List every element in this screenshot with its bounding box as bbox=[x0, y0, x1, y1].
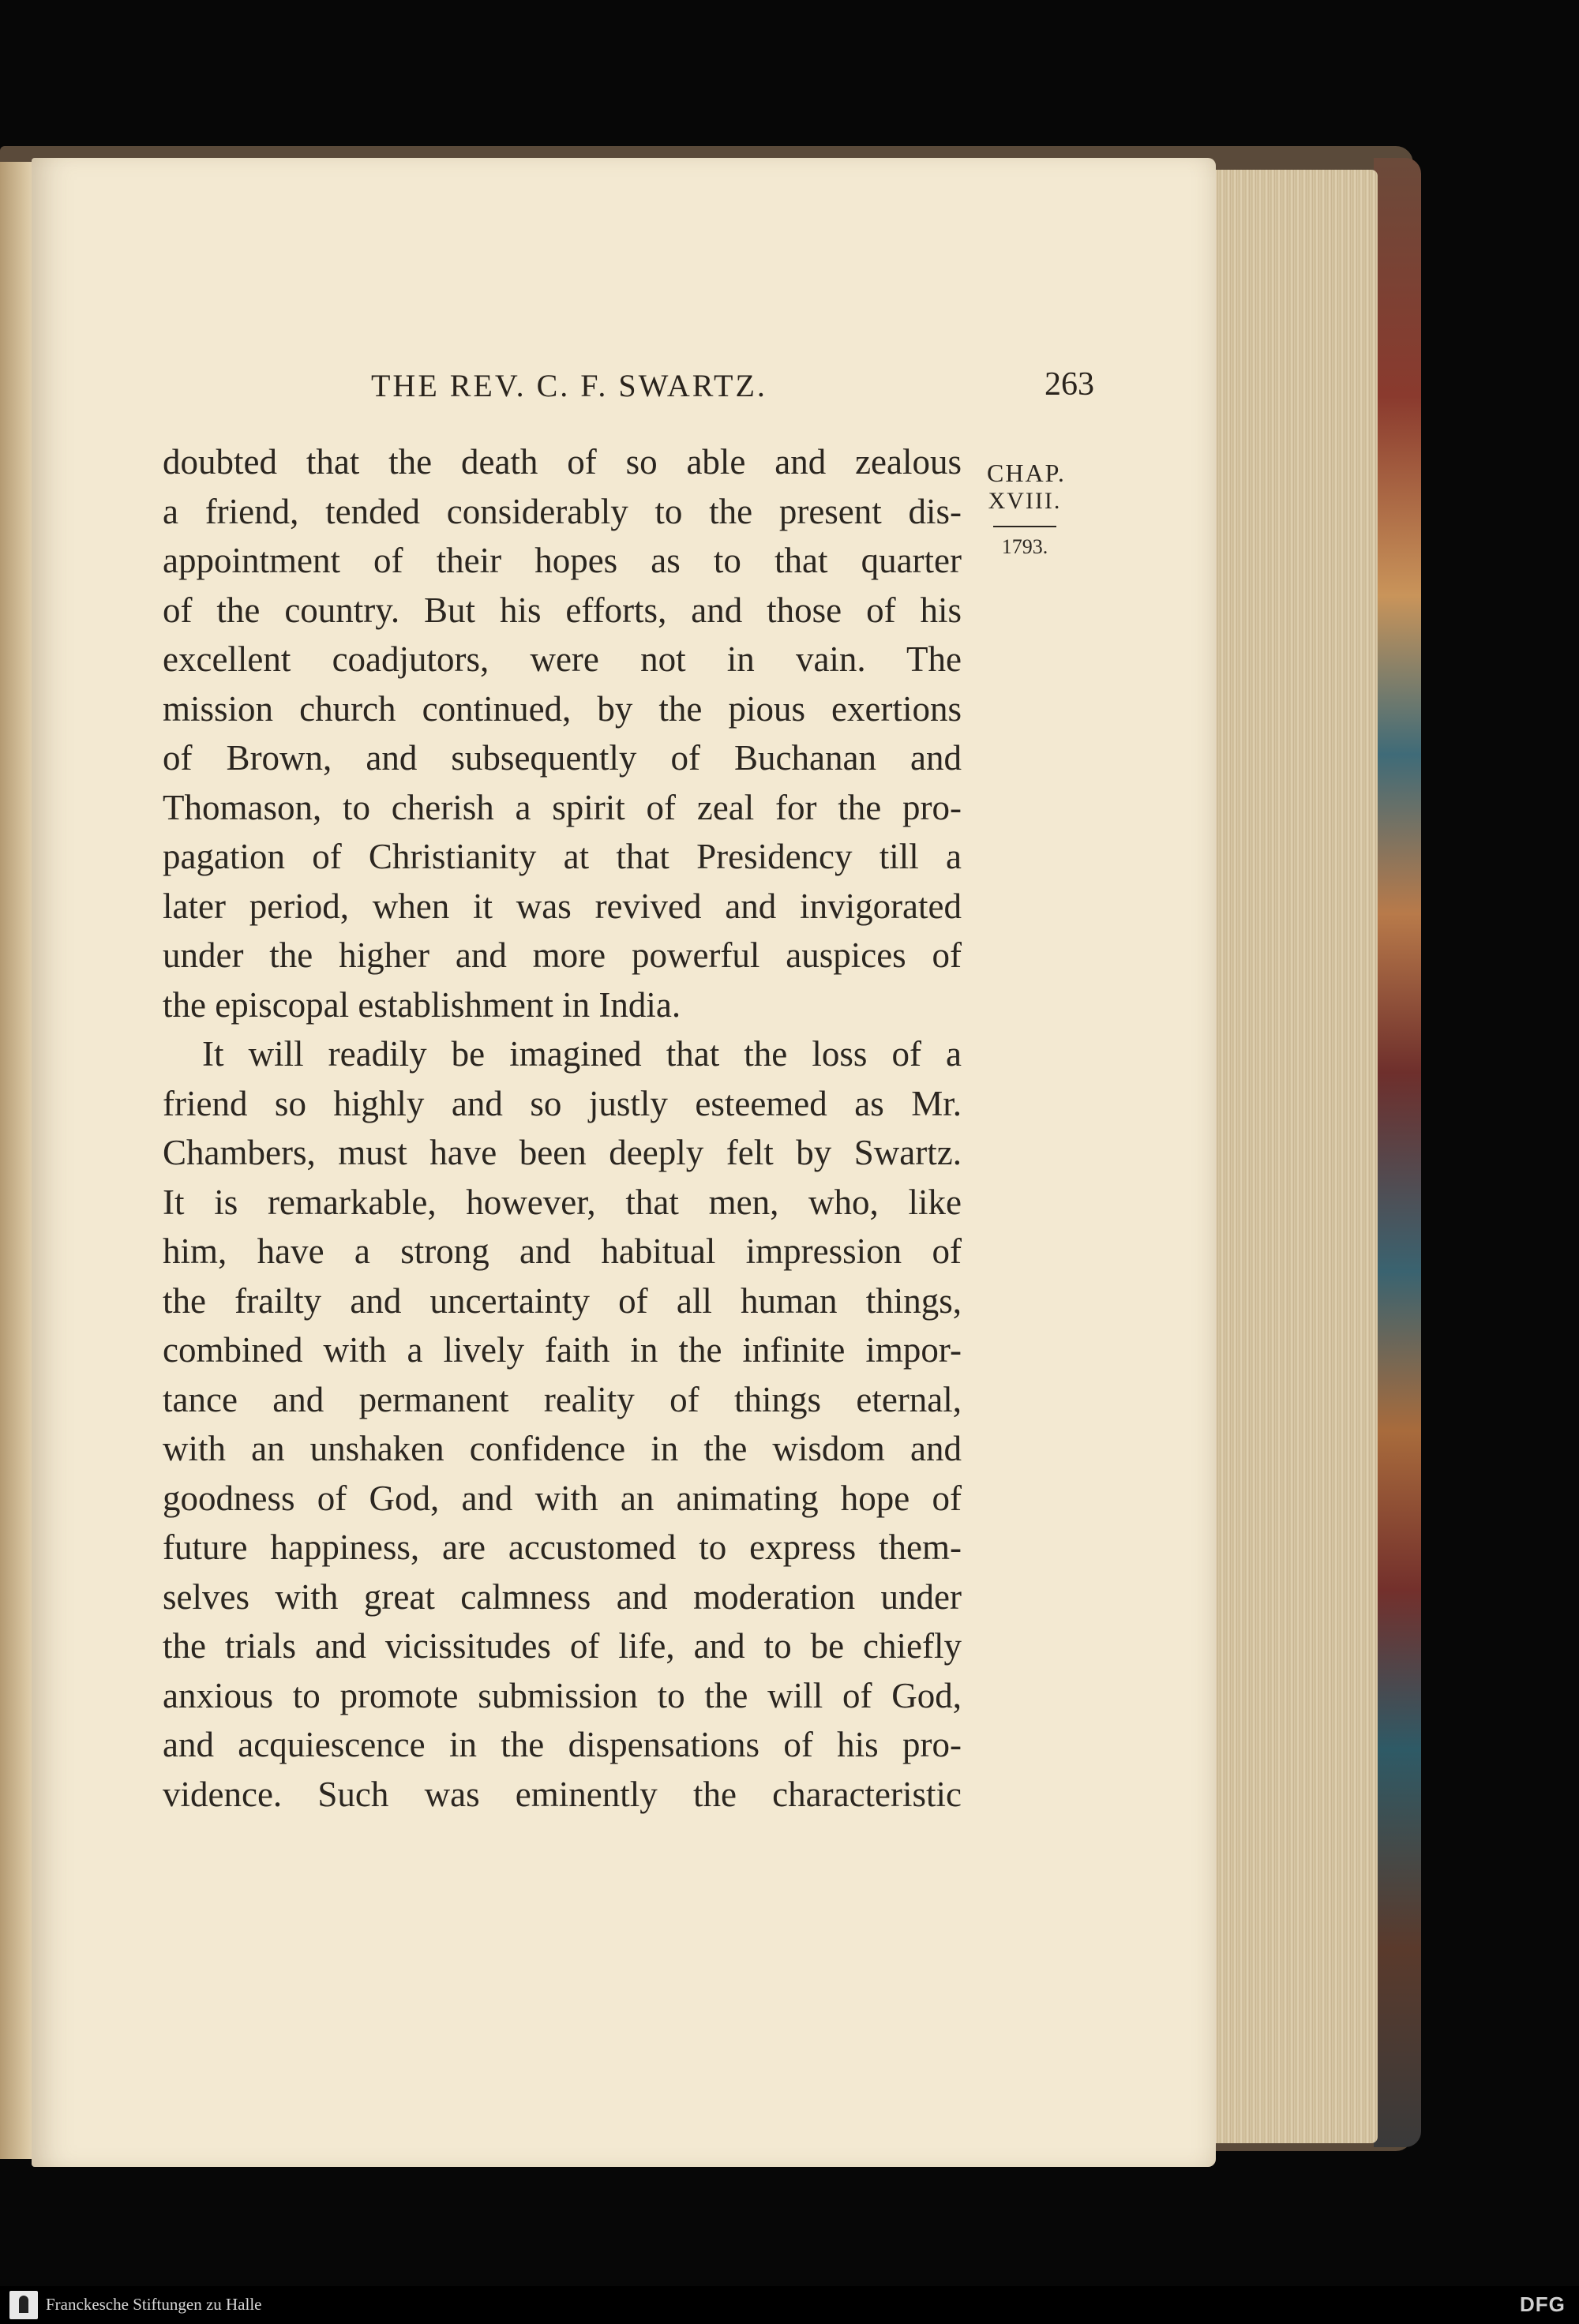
page-number: 263 bbox=[1045, 366, 1094, 403]
text-line: doubted that the death of so able and zealous bbox=[163, 442, 962, 482]
text-line: appointment of their hopes as to that quarter bbox=[163, 541, 962, 580]
text-line: Thomason, to cherish a spirit of zeal for the pro- bbox=[163, 787, 962, 827]
text-line: excellent coadjutors, were not in vain. The bbox=[163, 639, 962, 679]
text-line: the trials and vicissitudes of life, and to be chiefly bbox=[163, 1626, 962, 1666]
chapter-number: XVIII. bbox=[988, 488, 1062, 514]
text-line: vidence. Such was eminently the characteristic bbox=[163, 1774, 962, 1814]
text-line: of Brown, and subsequently of Buchanan and bbox=[163, 738, 962, 778]
text-line: under the higher and more powerful auspices of bbox=[163, 935, 962, 975]
text-line: and acquiescence in the dispensations of his pro- bbox=[163, 1725, 962, 1764]
text-line: pagation of Christianity at that Presidency till a bbox=[163, 837, 962, 876]
text-line: tance and permanent reality of things eternal, bbox=[163, 1379, 962, 1419]
text-line: selves with great calmness and moderation under bbox=[163, 1576, 962, 1617]
margin-rule bbox=[993, 526, 1056, 527]
text-line: It will readily be imagined that the loss of a bbox=[202, 1034, 962, 1074]
chapter-label: CHAP. bbox=[987, 459, 1066, 487]
text-line: of the country. But his efforts, and those of his bbox=[163, 590, 962, 630]
text-line: later period, when it was revived and invigorated bbox=[163, 886, 962, 926]
text-line: a friend, tended considerably to the present dis- bbox=[163, 491, 962, 531]
page-edges bbox=[1212, 170, 1378, 2143]
margin-year: 1793. bbox=[1001, 535, 1048, 558]
text-line: combined with a lively faith in the infinite impor- bbox=[163, 1330, 962, 1370]
text-line: friend so highly and so justly esteemed as Mr. bbox=[163, 1083, 962, 1123]
margin-note bbox=[987, 458, 1066, 559]
text-line: goodness of God, and with an animating hope of bbox=[163, 1478, 962, 1518]
institution-name: Franckesche Stiftungen zu Halle bbox=[46, 2295, 262, 2314]
running-head-title: THE REV. C. F. SWARTZ. bbox=[371, 368, 767, 403]
text-line: It is remarkable, however, that men, who, like bbox=[163, 1182, 962, 1222]
funder-logo: DFG bbox=[1520, 2292, 1566, 2316]
institution-logo-icon bbox=[9, 2291, 38, 2319]
text-line: Chambers, must have been deeply felt by Swartz. bbox=[163, 1133, 962, 1172]
text-line: mission church continued, by the pious exertions bbox=[163, 688, 962, 729]
text-line: future happiness, are accustomed to express them- bbox=[163, 1527, 962, 1567]
marbled-cover-edge bbox=[1374, 158, 1421, 2147]
text-line: anxious to promote submission to the will of God, bbox=[163, 1675, 962, 1715]
text-line: the episcopal establishment in India. bbox=[163, 984, 681, 1025]
text-line: the frailty and uncertainty of all human things, bbox=[163, 1280, 962, 1321]
text-line: with an unshaken confidence in the wisdom and bbox=[163, 1429, 962, 1468]
text-line: him, have a strong and habitual impression of bbox=[163, 1231, 962, 1271]
body-text bbox=[163, 437, 962, 1819]
